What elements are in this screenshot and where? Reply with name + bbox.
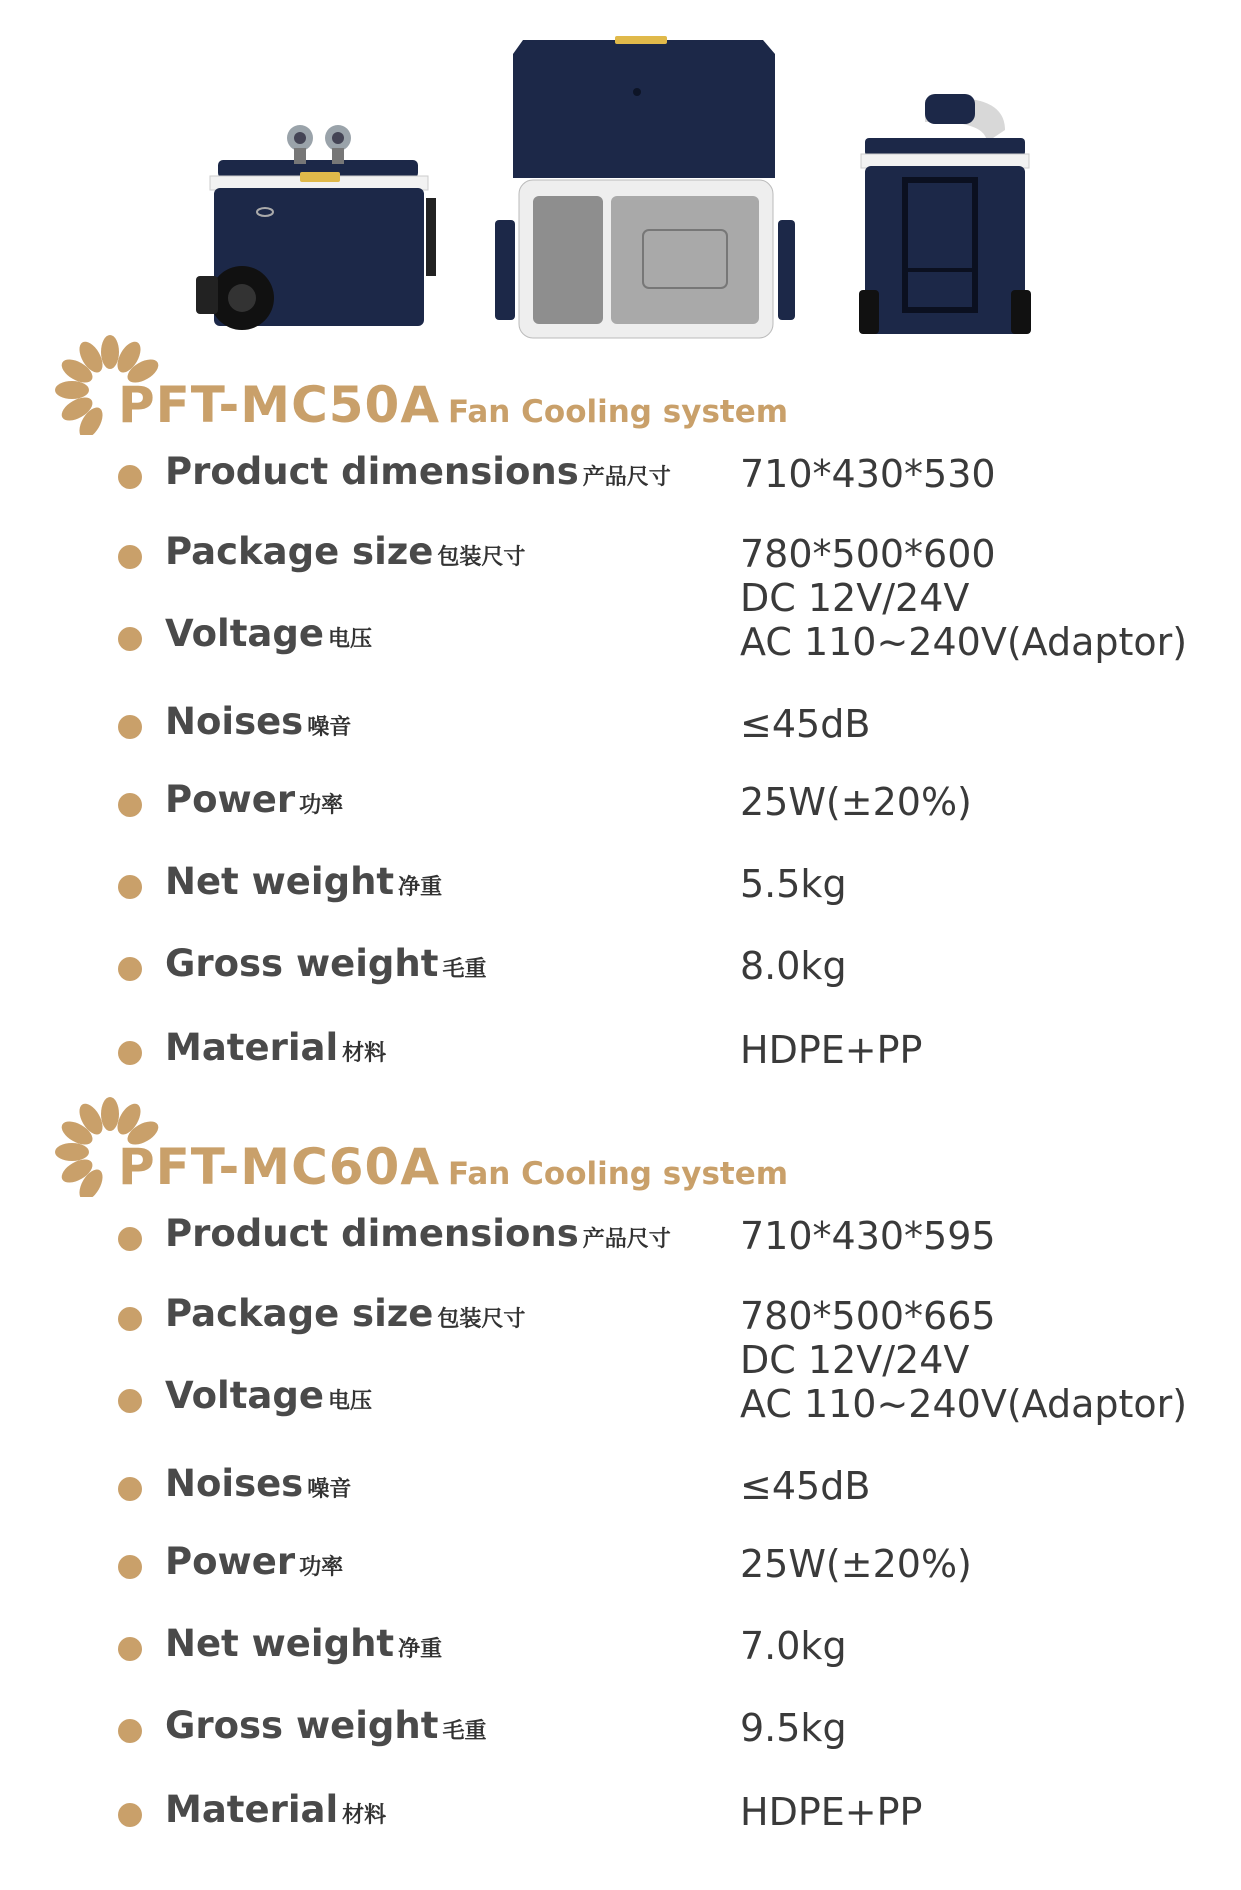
spec-label: Package size [165, 530, 434, 573]
bullet-icon [118, 1803, 142, 1827]
spec-label: Gross weight [165, 942, 439, 985]
spec-row-noises [0, 700, 1241, 760]
spec-value: 7.0kg [740, 1624, 847, 1668]
bullet-icon [118, 1477, 142, 1501]
spec-label-zh: 电压 [327, 1389, 372, 1414]
spec-value: 25W(±20%) [740, 780, 972, 824]
bullet-icon [118, 545, 142, 569]
spec-label-zh: 材料 [342, 1803, 387, 1828]
model-name: PFT-MC50A [118, 376, 441, 434]
spec-label-zh: 功率 [299, 1555, 344, 1580]
spec-value: 780*500*600 [740, 532, 996, 576]
model-subtitle: Fan Cooling system [448, 1156, 789, 1192]
spec-label: Package size [165, 1292, 434, 1335]
spec-label-zh: 净重 [398, 1637, 443, 1662]
spec-label-zh: 包装尺寸 [437, 1307, 526, 1332]
spec-row-gross-weight [0, 942, 1241, 1002]
spec-value: 780*500*665 [740, 1294, 996, 1338]
spec-label: Product dimensions [165, 1212, 579, 1255]
spec-label: Material [165, 1788, 339, 1831]
spec-label-zh: 净重 [398, 875, 443, 900]
spec-value: 8.0kg [740, 944, 847, 988]
spec-label: Product dimensions [165, 450, 579, 493]
spec-value: DC 12V/24V [740, 576, 970, 620]
spec-label-zh: 噪音 [307, 715, 352, 740]
spec-value: ≤45dB [740, 702, 871, 746]
spec-row-net-weight [0, 860, 1241, 920]
spec-value: DC 12V/24V [740, 1338, 970, 1382]
spec-row-noises [0, 1462, 1241, 1522]
spec-value: 25W(±20%) [740, 1542, 972, 1586]
spec-label: Power [165, 1540, 296, 1583]
spec-label: Noises [165, 700, 304, 743]
spec-label-zh: 毛重 [442, 957, 487, 982]
spec-label-zh: 毛重 [442, 1719, 487, 1744]
spec-label: Net weight [165, 1622, 395, 1665]
spec-value: 5.5kg [740, 862, 847, 906]
spec-value-line-2: AC 110~240V(Adaptor) [740, 620, 1188, 664]
spec-label: Gross weight [165, 1704, 439, 1747]
spec-label-zh: 材料 [342, 1041, 387, 1066]
spec-value: 710*430*530 [740, 452, 996, 496]
bullet-icon [118, 1637, 142, 1661]
spec-value: HDPE+PP [740, 1790, 923, 1834]
section-header [55, 330, 955, 450]
spec-label-zh: 产品尺寸 [582, 1227, 671, 1252]
spec-label: Voltage [165, 612, 324, 655]
bullet-icon [118, 1041, 142, 1065]
bullet-icon [118, 1555, 142, 1579]
spec-row-product-dimensions [0, 450, 1241, 510]
spec-value: 9.5kg [740, 1706, 847, 1750]
spec-label-zh: 包装尺寸 [437, 545, 526, 570]
spec-row-voltage [0, 576, 1241, 672]
spec-value-line-2: AC 110~240V(Adaptor) [740, 1382, 1188, 1426]
bullet-icon [118, 957, 142, 981]
spec-label: Material [165, 1026, 339, 1069]
spec-label-zh: 功率 [299, 793, 344, 818]
bullet-icon [118, 715, 142, 739]
cooler-side-view-image [190, 120, 450, 335]
spec-row-material [0, 1026, 1241, 1086]
spec-row-power [0, 778, 1241, 838]
bullet-icon [118, 875, 142, 899]
spec-row-voltage [0, 1338, 1241, 1434]
spec-value: ≤45dB [740, 1464, 871, 1508]
spec-row-product-dimensions [0, 1212, 1241, 1272]
spec-label: Voltage [165, 1374, 324, 1417]
spec-label: Power [165, 778, 296, 821]
spec-label: Noises [165, 1462, 304, 1505]
model-subtitle: Fan Cooling system [448, 394, 789, 430]
spec-label-zh: 噪音 [307, 1477, 352, 1502]
spec-value: 710*430*595 [740, 1214, 996, 1258]
spec-row-power [0, 1540, 1241, 1600]
product-images [0, 0, 1241, 360]
bullet-icon [118, 465, 142, 489]
bullet-icon [118, 1227, 142, 1251]
cooler-back-view-image [855, 90, 1035, 340]
spec-row-material [0, 1788, 1241, 1848]
bullet-icon [118, 793, 142, 817]
cooler-open-view-image [495, 30, 795, 355]
spec-value: HDPE+PP [740, 1028, 923, 1072]
model-name: PFT-MC60A [118, 1138, 441, 1196]
bullet-icon [118, 1389, 142, 1413]
spec-label-zh: 电压 [327, 627, 372, 652]
bullet-icon [118, 627, 142, 651]
section-header [55, 1092, 955, 1212]
spec-label: Net weight [165, 860, 395, 903]
spec-row-gross-weight [0, 1704, 1241, 1764]
bullet-icon [118, 1307, 142, 1331]
bullet-icon [118, 1719, 142, 1743]
spec-row-net-weight [0, 1622, 1241, 1682]
spec-label-zh: 产品尺寸 [582, 465, 671, 490]
